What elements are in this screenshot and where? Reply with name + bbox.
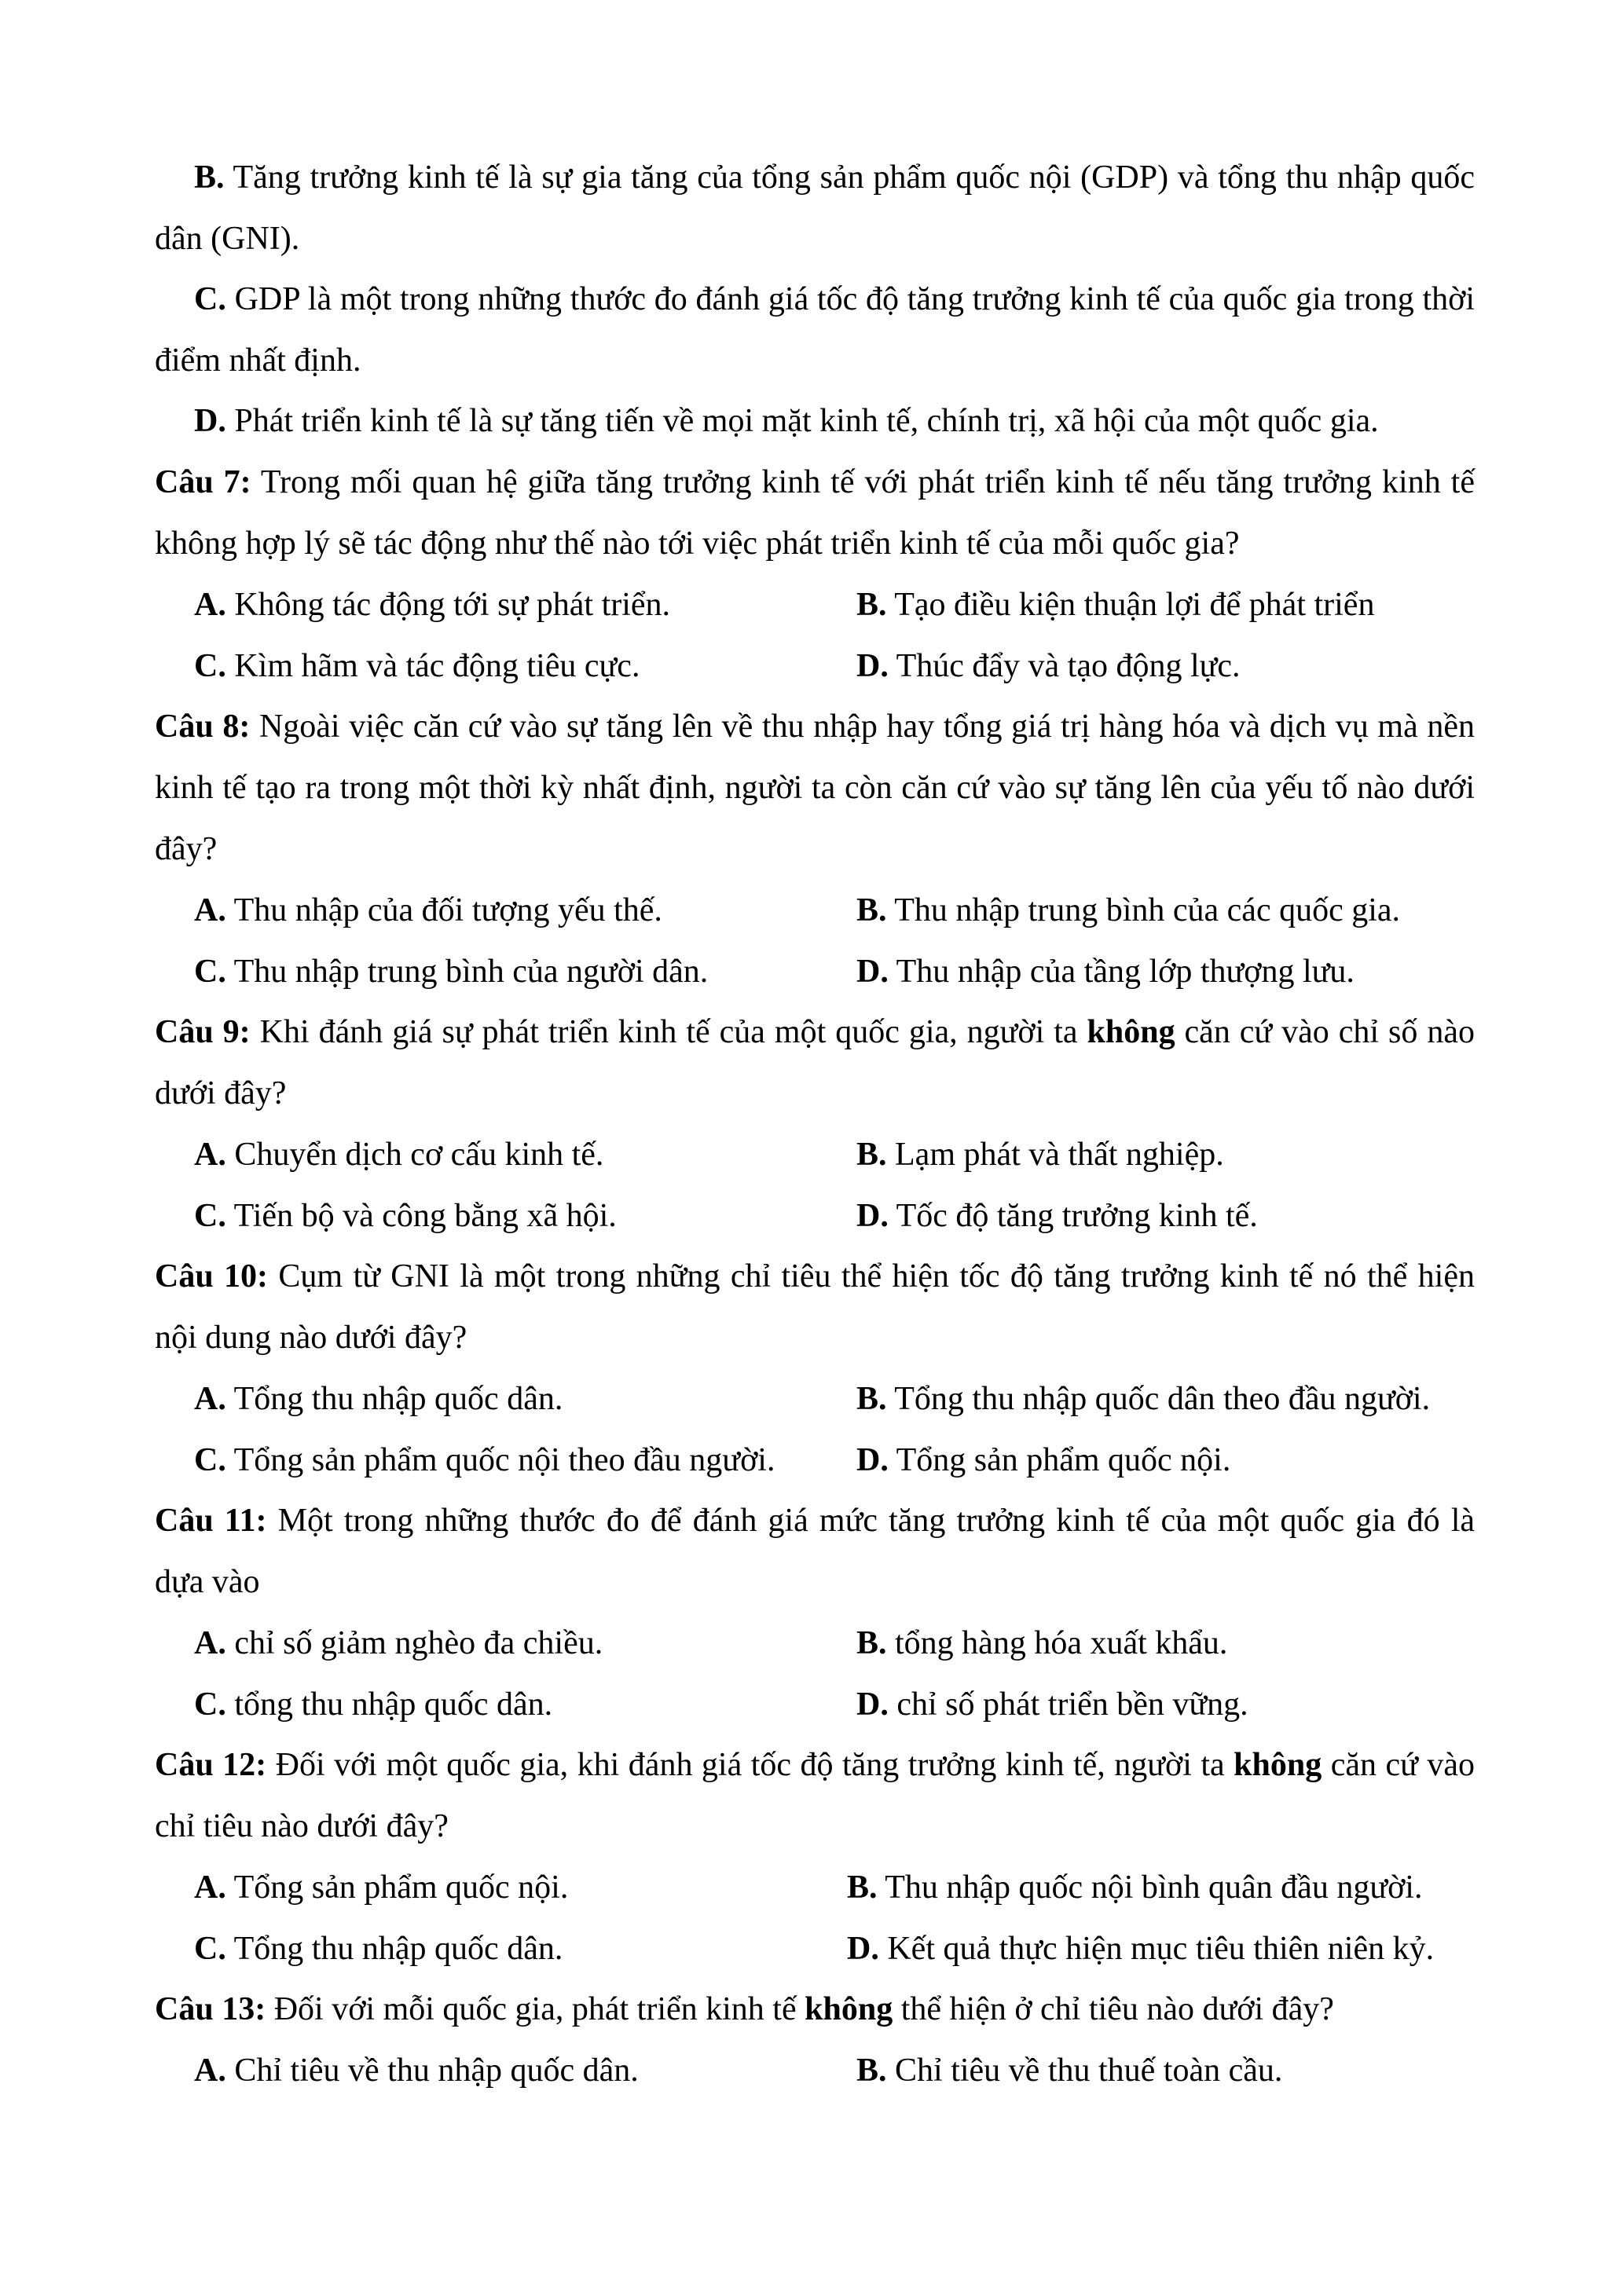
option-letter: D. xyxy=(856,1686,889,1723)
option-letter: A. xyxy=(194,1137,226,1173)
question-label: Câu 9: xyxy=(155,1014,251,1050)
options-row xyxy=(155,2040,1475,2101)
option-letter: D. xyxy=(856,1442,889,1478)
question-text: Đối với mỗi quốc gia, phát triển kinh tế xyxy=(266,1991,805,2027)
option-letter: B. xyxy=(856,587,887,623)
option-text: Tổng sản phẩm quốc nội. xyxy=(888,1442,1231,1478)
option-text: Tổng sản phẩm quốc nội. xyxy=(225,1869,569,1906)
option-b xyxy=(856,1368,1430,1430)
question-text: Trong mối quan hệ giữa tăng trưởng kinh tế với phát triển kinh tế nếu tăng trưởng kinh tế không hợp lý sẽ tác động như thế nào tới việc phát triển kinh tế của mỗi quốc gia? xyxy=(155,464,1475,562)
option-text: Kìm hãm và tác động tiêu cực. xyxy=(225,648,640,684)
emphasis-not: không xyxy=(1087,1014,1175,1050)
option-text: Tăng trưởng kinh tế là sự gia tăng của tổng sản phẩm quốc nội (GDP) và tổng thu nhập quốc dân (GNI). xyxy=(155,159,1475,257)
option-text: Thu nhập của đối tượng yếu thế. xyxy=(225,892,662,928)
question-text: Khi đánh giá sự phát triển kinh tế của một quốc gia, người ta xyxy=(250,1014,1087,1050)
question-9 xyxy=(155,1002,1476,1234)
option-text: Thu nhập trung bình của người dân. xyxy=(225,954,709,990)
question-9-stem xyxy=(155,1002,1475,1124)
option-text: Lạm phát và thất nghiệp. xyxy=(886,1137,1224,1173)
option-b xyxy=(856,2040,1282,2101)
question-11-stem xyxy=(155,1490,1475,1613)
option-letter: C. xyxy=(194,648,226,684)
options-row xyxy=(155,1368,1475,1430)
option-letter: C. xyxy=(194,1442,226,1478)
emphasis-not: không xyxy=(1234,1747,1322,1783)
option-letter: B. xyxy=(856,892,887,928)
question-label: Câu 8: xyxy=(155,709,251,745)
option-text: tổng hàng hóa xuất khẩu. xyxy=(886,1625,1228,1661)
option-text: Thu nhập quốc nội bình quân đầu người. xyxy=(877,1869,1423,1906)
options-row xyxy=(155,1674,1475,1735)
emphasis-not: không xyxy=(805,1991,893,2027)
option-c xyxy=(194,1918,563,1979)
option-letter: B. xyxy=(856,1625,887,1661)
question-text: thể hiện ở chỉ tiêu nào dưới đây? xyxy=(893,1991,1334,2027)
options-row xyxy=(155,1613,1475,1674)
options-row xyxy=(155,635,1475,697)
question-text: Một trong những thước đo để đánh giá mức tăng trưởng kinh tế của một quốc gia đó là dựa vào xyxy=(155,1503,1476,1600)
option-b xyxy=(856,574,1374,635)
option-letter: C. xyxy=(194,1931,226,1967)
question-label: Câu 11: xyxy=(155,1503,267,1539)
option-text: Không tác động tới sự phát triển. xyxy=(225,587,671,623)
option-text: Tốc độ tăng trưởng kinh tế. xyxy=(888,1198,1258,1234)
options-row xyxy=(155,1185,1475,1247)
option-letter: D. xyxy=(856,1198,889,1234)
question-label: Câu 12: xyxy=(155,1747,267,1783)
option-a xyxy=(194,1613,603,1674)
option-text: Thúc đẩy và tạo động lực. xyxy=(888,648,1241,684)
question-text: căn cứ vào chỉ tiêu nào dưới đây? xyxy=(155,1747,1475,1844)
option-text: chỉ số phát triển bền vững. xyxy=(888,1686,1248,1723)
option-letter: A. xyxy=(194,587,226,623)
option-b xyxy=(856,1124,1224,1185)
option-text: Tổng sản phẩm quốc nội theo đầu người. xyxy=(225,1442,775,1478)
option-a xyxy=(194,1368,563,1430)
option-text: Chuyển dịch cơ cấu kinh tế. xyxy=(225,1137,604,1173)
options-row xyxy=(155,1124,1475,1185)
question-text: Ngoài việc căn cứ vào sự tăng lên về thu nhập hay tổng giá trị hàng hóa và dịch vụ mà nền kinh tế tạo ra trong một thời kỳ nhất định, người ta còn căn cứ vào sự tăng lên của yếu tố nào dưới đây? xyxy=(155,709,1475,867)
prev-option-d xyxy=(155,390,1475,452)
question-12-stem xyxy=(155,1734,1475,1857)
options-row xyxy=(155,880,1475,941)
option-letter: B. xyxy=(856,1381,887,1417)
prev-option-c xyxy=(155,269,1475,391)
option-text: Tổng thu nhập quốc dân theo đầu người. xyxy=(886,1381,1431,1417)
question-13-stem xyxy=(155,1979,1475,2040)
options-row xyxy=(155,1857,1475,1918)
option-a xyxy=(194,2040,639,2101)
option-d xyxy=(856,1674,1248,1735)
option-text: Chỉ tiêu về thu thuế toàn cầu. xyxy=(886,2052,1283,2089)
option-c xyxy=(194,1185,617,1247)
question-label: Câu 7: xyxy=(155,464,251,500)
option-text: Thu nhập của tầng lớp thượng lưu. xyxy=(888,954,1355,990)
option-text: Tổng thu nhập quốc dân. xyxy=(225,1381,563,1417)
option-text: Phát triển kinh tế là sự tăng tiến về mọi mặt kinh tế, chính trị, xã hội của một quốc gia. xyxy=(225,403,1379,439)
question-text: căn cứ vào chỉ số nào dưới đây? xyxy=(155,1014,1476,1111)
option-b xyxy=(856,880,1400,941)
option-d xyxy=(856,1430,1230,1491)
option-a xyxy=(194,880,662,941)
option-c xyxy=(194,1430,775,1491)
option-d xyxy=(856,1185,1258,1247)
option-letter: A. xyxy=(194,892,226,928)
option-c xyxy=(194,1674,552,1735)
option-letter: A. xyxy=(194,1869,226,1906)
option-letter: A. xyxy=(194,2052,226,2089)
prev-option-b xyxy=(155,147,1475,269)
option-letter: B. xyxy=(847,1869,878,1906)
option-letter: C. xyxy=(194,281,226,317)
option-text: Tổng thu nhập quốc dân. xyxy=(225,1931,563,1967)
question-7 xyxy=(155,452,1475,684)
question-label: Câu 13: xyxy=(155,1991,266,2027)
question-label: Câu 10: xyxy=(155,1258,269,1294)
option-d xyxy=(856,635,1241,697)
options-row xyxy=(155,1430,1475,1491)
question-text: Cụm từ GNI là một trong những chỉ tiêu thể hiện tốc độ tăng trưởng kinh tế nó thể hiện nội dung nào dưới đây? xyxy=(155,1258,1475,1356)
option-c xyxy=(194,635,640,697)
question-8 xyxy=(155,696,1475,990)
option-text: GDP là một trong những thước đo đánh giá tốc độ tăng trưởng kinh tế của quốc gia trong thời điểm nhất định. xyxy=(155,281,1475,379)
option-text: Tiến bộ và công bằng xã hội. xyxy=(225,1198,617,1234)
question-10 xyxy=(155,1246,1475,1478)
option-b xyxy=(856,1613,1227,1674)
question-11 xyxy=(155,1490,1476,1723)
option-a xyxy=(194,1857,568,1918)
option-d xyxy=(856,941,1355,1002)
option-d xyxy=(847,1918,1434,1979)
question-text: Đối với một quốc gia, khi đánh giá tốc độ tăng trưởng kinh tế, người ta xyxy=(266,1747,1234,1783)
question-7-stem xyxy=(155,452,1475,574)
option-letter: D. xyxy=(856,954,889,990)
option-letter: A. xyxy=(194,1625,226,1661)
option-a xyxy=(194,1124,603,1185)
option-letter: C. xyxy=(194,1686,226,1723)
option-letter: A. xyxy=(194,1381,226,1417)
option-text: tổng thu nhập quốc dân. xyxy=(225,1686,553,1723)
prev-option-d-block xyxy=(155,390,1475,452)
option-text: Kết quả thực hiện mục tiêu thiên niên kỷ. xyxy=(878,1931,1435,1967)
question-8-stem xyxy=(155,696,1475,880)
option-letter: D. xyxy=(856,648,889,684)
option-text: chỉ số giảm nghèo đa chiều. xyxy=(225,1625,603,1661)
question-10-stem xyxy=(155,1246,1475,1368)
question-13 xyxy=(155,1979,1475,2089)
options-row xyxy=(155,1918,1475,1979)
option-b xyxy=(847,1857,1422,1918)
options-row xyxy=(155,574,1475,635)
option-letter: B. xyxy=(856,1137,887,1173)
option-text: Chỉ tiêu về thu nhập quốc dân. xyxy=(225,2052,639,2089)
options-row xyxy=(155,941,1475,1002)
prev-option-b-block xyxy=(155,147,1475,269)
option-letter: D. xyxy=(194,403,226,439)
option-letter: C. xyxy=(194,1198,226,1234)
option-letter: B. xyxy=(194,159,225,196)
option-letter: C. xyxy=(194,954,226,990)
question-12 xyxy=(155,1734,1475,1967)
prev-option-c-block xyxy=(155,269,1475,391)
option-letter: D. xyxy=(847,1931,879,1967)
option-text: Thu nhập trung bình của các quốc gia. xyxy=(886,892,1401,928)
option-c xyxy=(194,941,708,1002)
option-text: Tạo điều kiện thuận lợi để phát triển xyxy=(886,587,1375,623)
option-letter: B. xyxy=(856,2052,887,2089)
option-a xyxy=(194,574,670,635)
